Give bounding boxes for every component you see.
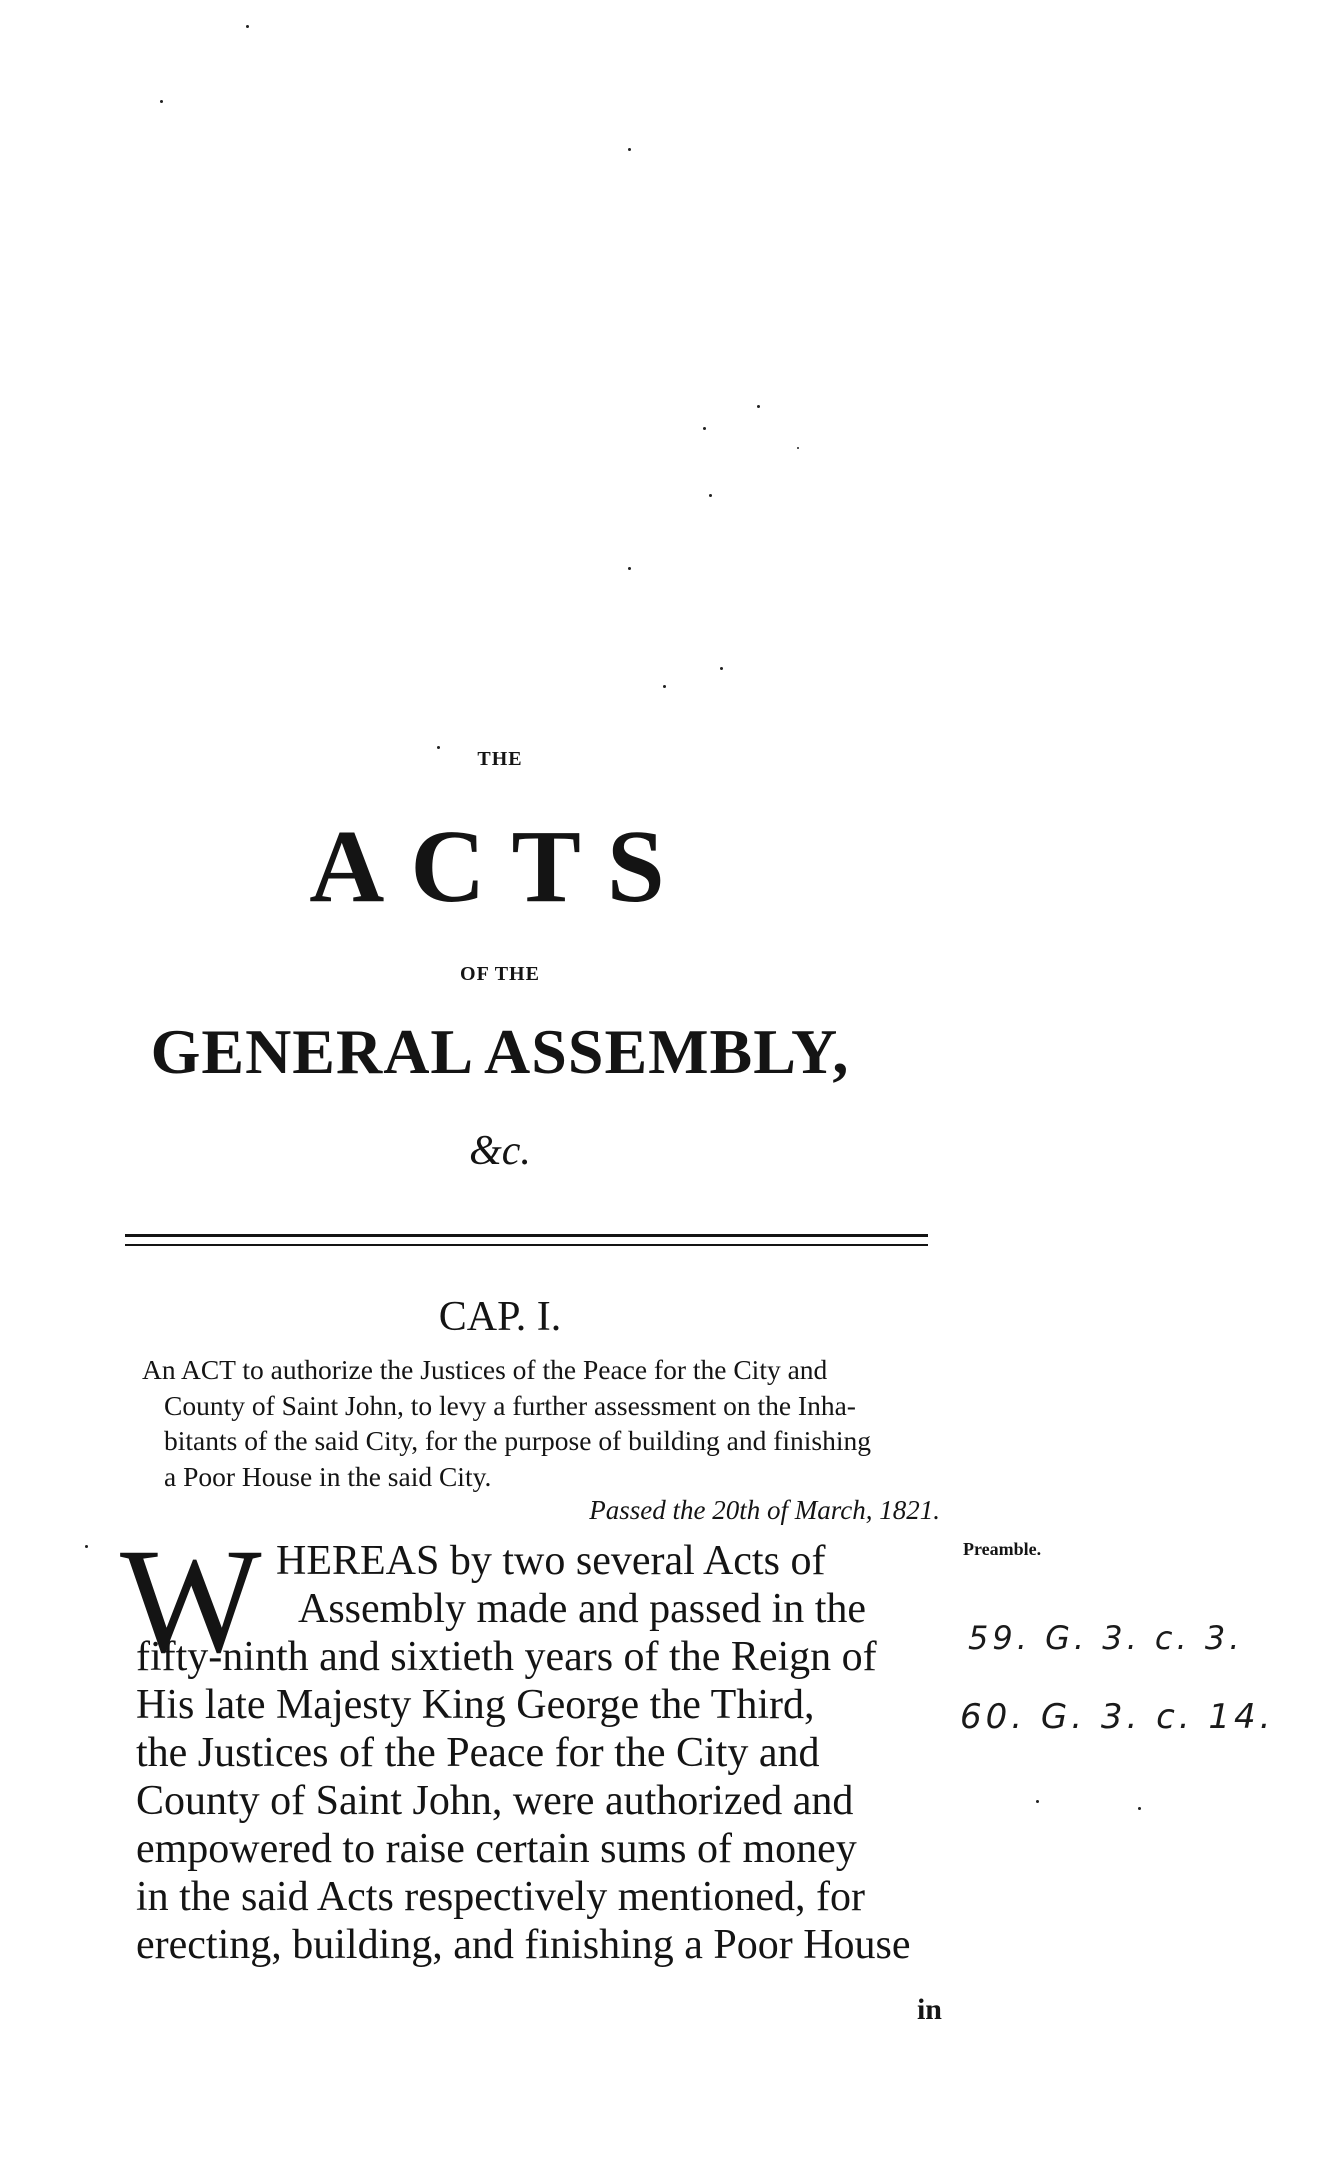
body-line: Assembly made and passed in the xyxy=(298,1586,867,1632)
act-summary xyxy=(142,1352,942,1494)
margin-note-preamble: Preamble. xyxy=(963,1539,1042,1559)
act-summary-line: bitants of the said City, for the purpose of building and finishing xyxy=(164,1425,872,1456)
act-summary-line: An ACT to authorize the Justices of the Peace for the City and xyxy=(142,1354,828,1385)
body-text xyxy=(136,1537,946,1969)
body-line: County of Saint John, were authorized and xyxy=(136,1778,854,1824)
the-heading: THE xyxy=(477,748,523,770)
general-assembly-title: GENERAL ASSEMBLY, xyxy=(150,1016,850,1087)
body-line: fifty-ninth and sixtieth years of the Reign of xyxy=(136,1634,877,1680)
body-line: HEREAS by two several Acts of xyxy=(276,1538,826,1584)
handwritten-annotation: 60. G. 3. c. 14. xyxy=(960,1697,1275,1737)
speck xyxy=(628,567,631,570)
body-line: His late Majesty King George the Third, xyxy=(136,1682,815,1728)
double-rule-bottom xyxy=(125,1244,928,1246)
body-line: the Justices of the Peace for the City and xyxy=(136,1730,820,1776)
double-rule-top xyxy=(125,1234,928,1237)
acts-title: ACTS xyxy=(309,809,691,924)
act-summary-line: a Poor House in the said City. xyxy=(164,1460,492,1492)
speck xyxy=(1138,1807,1141,1810)
chapter-heading: CAP. I. xyxy=(438,1294,562,1340)
body-line: in the said Acts respectively mentioned, for xyxy=(136,1874,865,1920)
speck xyxy=(85,1545,88,1548)
body-line: erecting, building, and finishing a Poor House xyxy=(136,1922,911,1968)
speck xyxy=(628,148,631,151)
body-line: empowered to raise certain sums of money xyxy=(136,1826,857,1872)
drop-cap: W xyxy=(120,1518,262,1684)
catchword: in xyxy=(916,1993,942,2026)
speck xyxy=(663,685,666,688)
speck xyxy=(160,100,163,103)
of-the-heading: OF THE xyxy=(460,963,540,985)
speck xyxy=(246,25,249,28)
speck xyxy=(703,427,706,430)
passed-date: Passed the 20th of March, 1821. xyxy=(589,1495,940,1525)
speck xyxy=(797,447,799,449)
etc-ornament: &c. xyxy=(469,1128,531,1174)
speck xyxy=(1036,1800,1039,1803)
speck xyxy=(720,667,723,670)
act-summary-line: County of Saint John, to levy a further assessment on the Inha- xyxy=(164,1389,856,1421)
handwritten-annotation: 59. G. 3. c. 3. xyxy=(968,1619,1244,1657)
speck xyxy=(757,405,760,408)
speck xyxy=(709,494,712,497)
